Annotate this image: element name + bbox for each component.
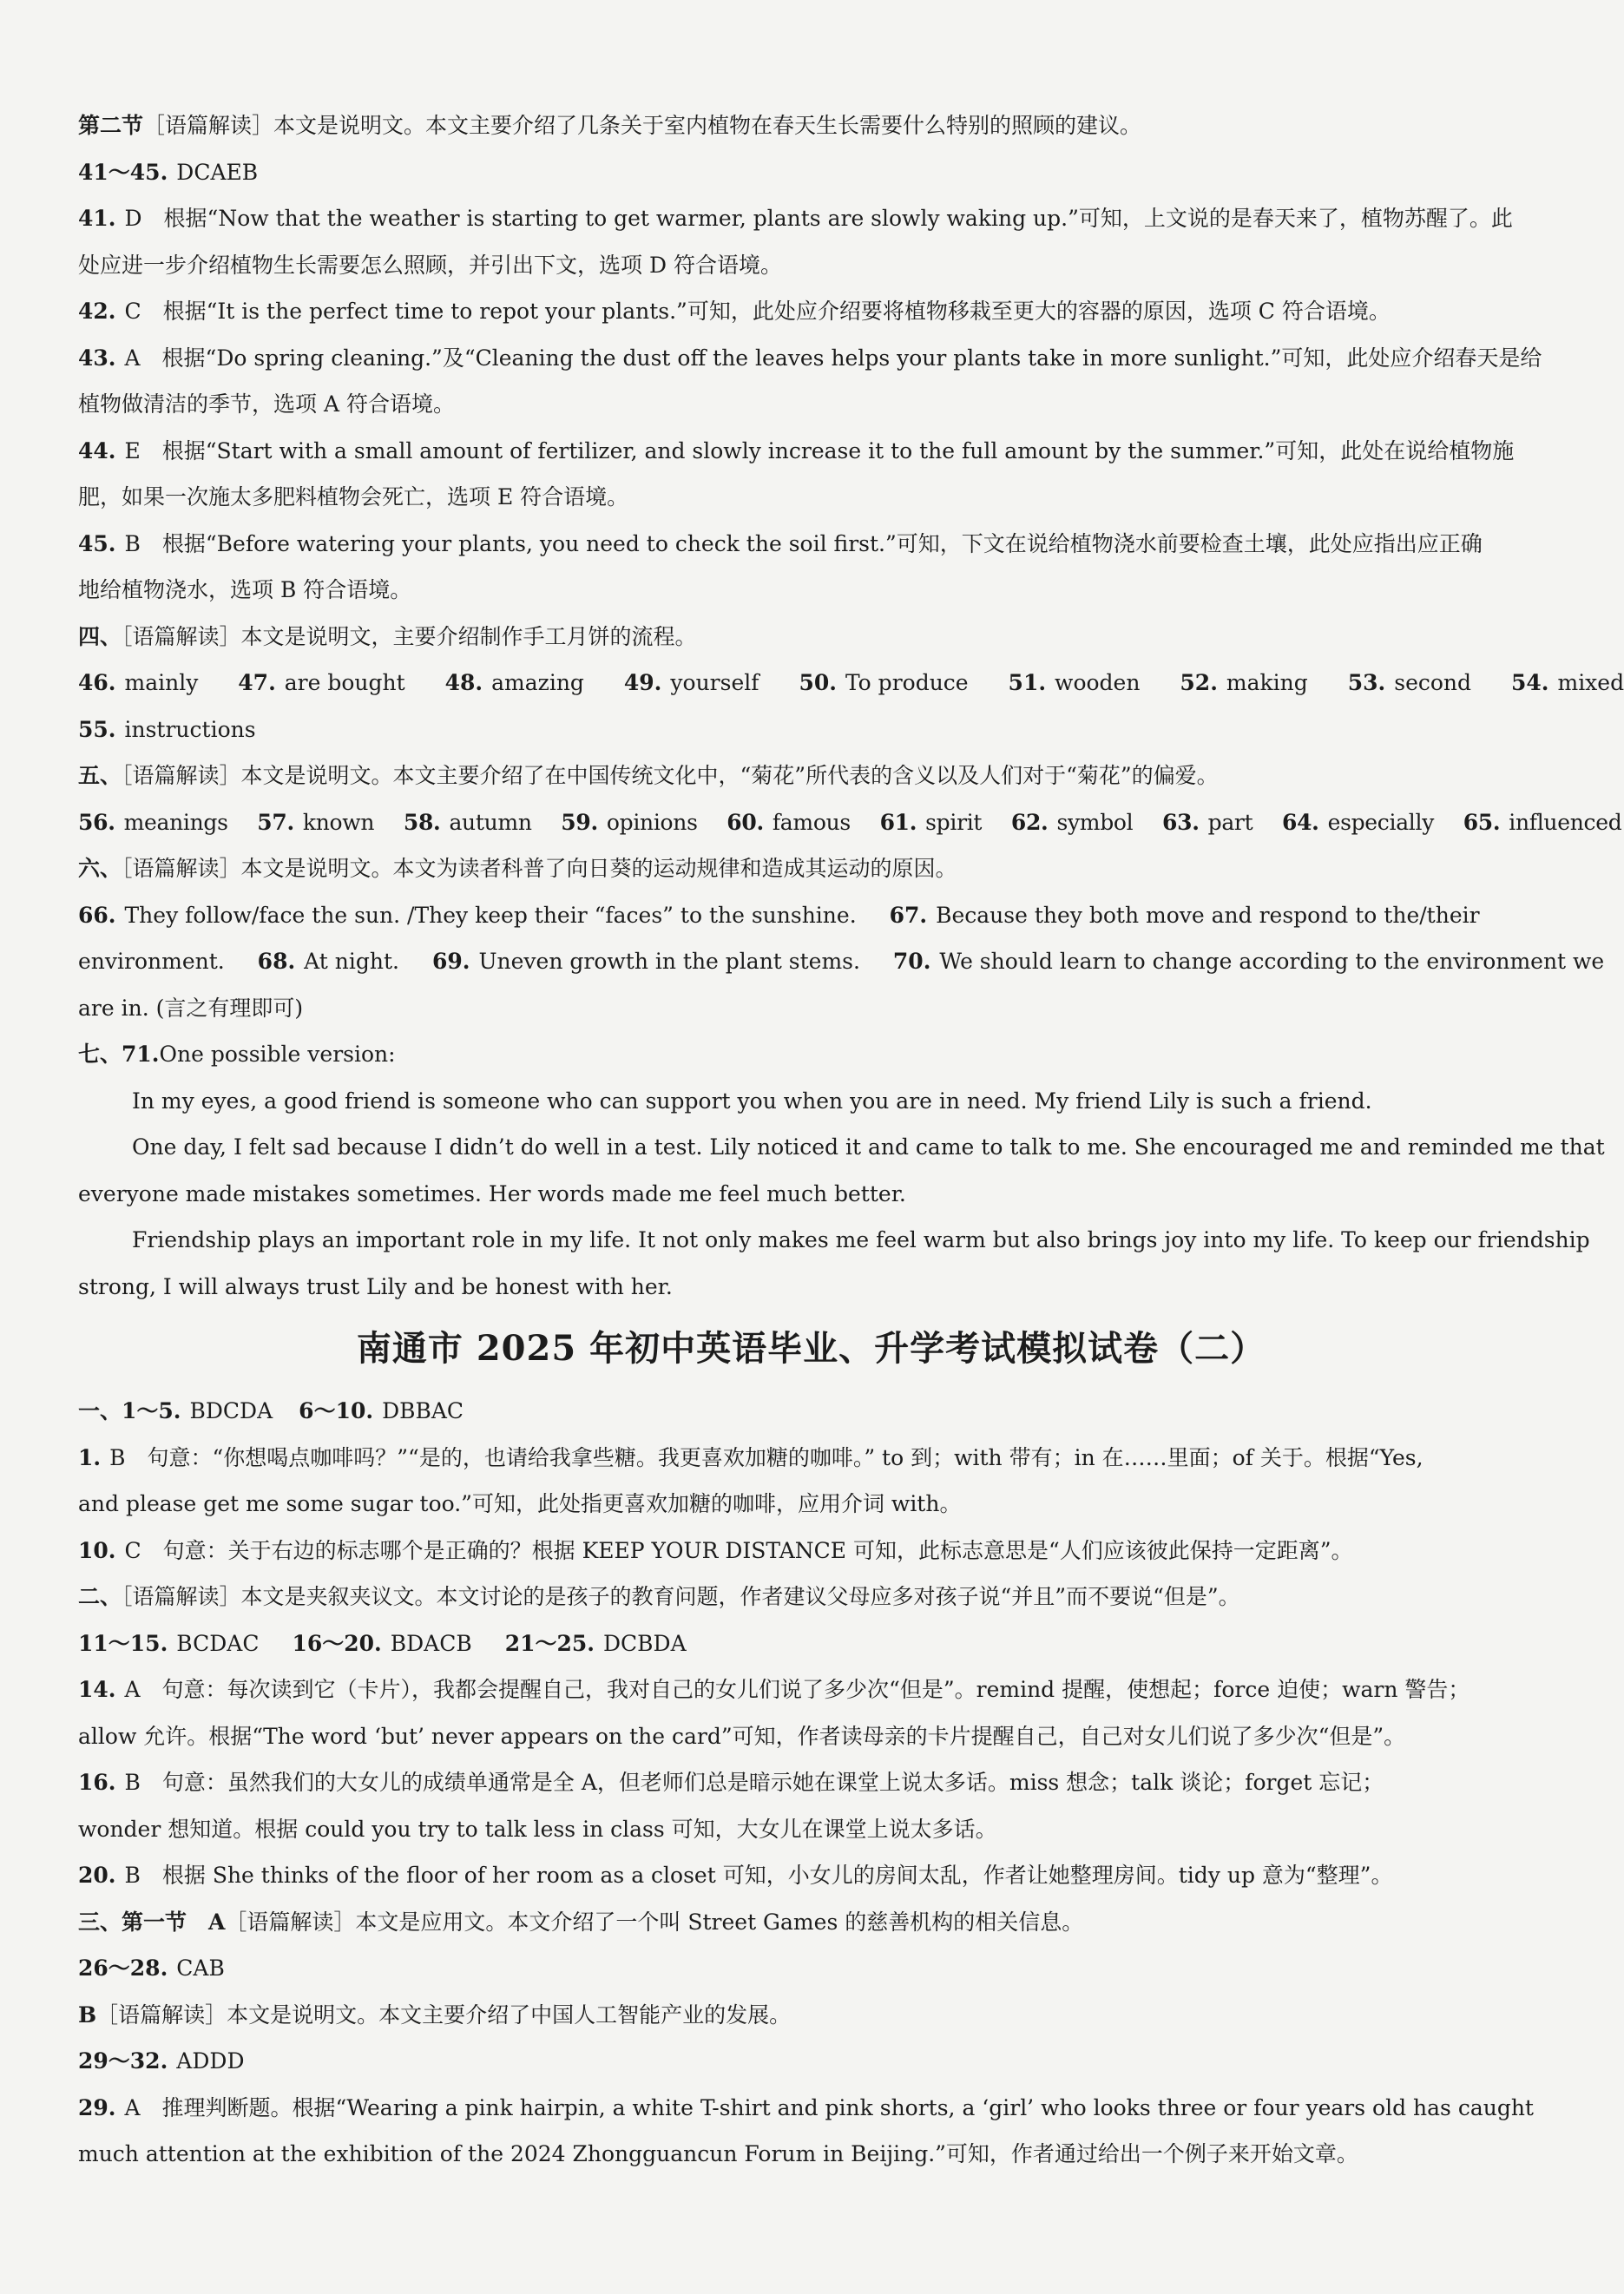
explanation-44: 44. E 根据“Start with a small amount of fertilizer, and slowly increase it to the full amount by the summer.”可知，此处在说给植物施	[78, 437, 1515, 463]
section-header: 四、［语篇解读］本文是说明文，主要介绍制作手工月饼的流程。	[78, 623, 697, 649]
answer-56: 56. meanings	[78, 809, 228, 835]
answers-26-28: 26～28. CAB	[78, 1955, 225, 1981]
answer-46: 46. mainly	[78, 670, 199, 695]
answer-row-46-54	[78, 660, 1624, 707]
answer-53: 53. second	[1347, 670, 1472, 695]
section-header: 第二节［语篇解读］本文是说明文。本文主要介绍了几条关于室内植物在春天生长需要什么特别的照顾的建议。	[78, 113, 1142, 138]
explanation-29: 29. A 推理判断题。根据“Wearing a pink hairpin, a white T-shirt and pink shorts, a ‘girl’ who looks three or four years old has caught	[78, 2094, 1534, 2120]
essay-paragraph-2: One day, I felt sad because I didn’t do well in a test. Lily noticed it and came to talk to me. She encouraged me and reminded me that	[132, 1134, 1605, 1160]
explanation-42: 42. C 根据“It is the perfect time to repot your plants.”可知，此处应介绍要将植物移栽至更大的容器的原因，选项 C 符合语境。	[78, 299, 1391, 324]
section-header: 六、［语篇解读］本文是说明文。本文为读者科普了向日葵的运动规律和造成其运动的原因。	[78, 856, 957, 881]
essay-paragraph-3: Friendship plays an important role in my life. It not only makes me feel warm but also brings joy into my life. To keep our friendship	[132, 1227, 1590, 1252]
explanation-43-cont: 植物做清洁的季节，选项 A 符合语境。	[78, 391, 455, 417]
explanation-14: 14. A 句意：每次读到它（卡片），我都会提醒自己，我对自己的女儿们说了多少次“但是”。remind 提醒，使想起；force 迫使；warn 警告；	[78, 1677, 1470, 1702]
explanation-1-cont: and please get me some sugar too.”可知，此处指更喜欢加糖的咖啡，应用介词 with。	[78, 1491, 962, 1516]
answers-67-70: environment. 68. At night. 69. Uneven growth in the plant stems. 70. We should learn to change according to the environment we	[78, 949, 1605, 974]
section-header: 二、［语篇解读］本文是夹叙夹议文。本文讨论的是孩子的教育问题，作者建议父母应多对孩子说“并且”而不要说“但是”。	[78, 1584, 1240, 1609]
section-header: B［语篇解读］本文是说明文。本文主要介绍了中国人工智能产业的发展。	[78, 2001, 792, 2028]
answer-54: 54. mixed	[1510, 670, 1624, 695]
answer-51: 51. wooden	[1008, 670, 1141, 695]
answers-66-67: 66. They follow/face the sun. /They keep their “faces” to the sunshine. 67. Because they both move and respond to the/their	[78, 902, 1480, 928]
explanation-41-cont: 处应进一步介绍植物生长需要怎么照顾，并引出下文，选项 D 符合语境。	[78, 252, 782, 278]
answer-70-cont: are in. (言之有理即可)	[78, 995, 304, 1021]
explanation-45: 45. B 根据“Before watering your plants, you need to check the soil first.”可知，下文在说给植物浇水前要检查土壤，此处应指出应正确	[78, 530, 1483, 556]
explanation-41: 41. D 根据“Now that the weather is starting to get warmer, plants are slowly waking up.”可知，上文说的是春天来了，植物苏醒了。此	[78, 206, 1513, 231]
answer-58: 58. autumn	[403, 809, 532, 835]
answer-62: 62. symbol	[1010, 809, 1134, 835]
exam-title: 南通市 2025 年初中英语毕业、升学考试模拟试卷（二）	[356, 1328, 1266, 1369]
answer-47: 47. are bought	[238, 670, 405, 695]
answer-48: 48. amazing	[444, 670, 584, 695]
explanation-44-cont: 肥，如果一次施太多肥料植物会死亡，选项 E 符合语境。	[78, 484, 629, 509]
answers-11-25: 11～15. BCDAC 16～20. BDACB 21～25. DCBDA	[78, 1630, 687, 1656]
answer-group: 41～45. DCAEB	[78, 159, 259, 185]
answers-1-10: 一、1～5. BDCDA 6～10. DBBAC	[78, 1398, 464, 1423]
essay-paragraph-2-cont: everyone made mistakes sometimes. Her words made me feel much better.	[78, 1180, 906, 1206]
explanation-20: 20. B 根据 She thinks of the floor of her room as a closet 可知，小女儿的房间太乱，作者让她整理房间。tidy up 意为“整理”。	[78, 1863, 1393, 1888]
section-header: 五、［语篇解读］本文是说明文。本文主要介绍了在中国传统文化中，“菊花”所代表的含义以及人们对于“菊花”的偏爱。	[78, 763, 1219, 788]
answer-64: 64. especially	[1281, 809, 1435, 835]
explanation-14-cont: allow 允许。根据“The word ‘but’ never appears on the card”可知，作者读母亲的卡片提醒自己，自己对女儿们说了多少次“但是”。	[78, 1723, 1406, 1749]
explanation-16: 16. B 句意：虽然我们的大女儿的成绩单通常是全 A，但老师们总是暗示她在课堂上说太多话。miss 想念；talk 谈论；forget 忘记；	[78, 1770, 1384, 1795]
section-header: 七、71.One possible version:	[78, 1042, 396, 1067]
answer-59: 59. opinions	[561, 809, 698, 835]
answer-49: 49. yourself	[623, 670, 759, 695]
answer-61: 61. spirit	[879, 809, 983, 835]
answer-57: 57. known	[257, 809, 375, 835]
answers-29-32: 29～32. ADDD	[78, 2048, 245, 2074]
explanation-16-cont: wonder 想知道。根据 could you try to talk less in class 可知，大女儿在课堂上说太多话。	[78, 1816, 997, 1842]
explanation-43: 43. A 根据“Do spring cleaning.”及“Cleaning the dust off the leaves helps your plants take in more sunlight.”可知，此处应介绍春天是给	[78, 345, 1542, 371]
explanation-10: 10. C 句意：关于右边的标志哪个是正确的？根据 KEEP YOUR DISTANCE 可知，此标志意思是“人们应该彼此保持一定距离”。	[78, 1537, 1353, 1563]
answer-60: 60. famous	[727, 809, 851, 835]
essay-paragraph-3-cont: strong, I will always trust Lily and be honest with her.	[78, 1273, 673, 1299]
answer-63: 63. part	[1162, 809, 1253, 835]
explanation-29-cont: much attention at the exhibition of the 2024 Zhongguancun Forum in Beijing.”可知，作者通过给出一个例子来开始文章。	[78, 2141, 1358, 2166]
answer-50: 50. To produce	[799, 670, 969, 695]
essay-paragraph-1: In my eyes, a good friend is someone who can support you when you are in need. My friend Lily is such a friend.	[132, 1088, 1372, 1114]
answer-52: 52. making	[1180, 670, 1308, 695]
explanation-45-cont: 地给植物浇水，选项 B 符合语境。	[78, 577, 412, 602]
answer-55: 55. instructions	[78, 716, 256, 742]
explanation-1: 1. B 句意：“你想喝点咖啡吗？”“是的，也请给我拿些糖。我更喜欢加糖的咖啡。” to 到；with 带有；in 在……里面；of 关于。根据“Yes,	[78, 1444, 1423, 1470]
section-header: 三、第一节 A［语篇解读］本文是应用文。本文介绍了一个叫 Street Games 的慈善机构的相关信息。	[78, 1909, 1084, 1935]
answer-row-56-65	[78, 799, 1622, 846]
answer-65: 65. influenced	[1463, 809, 1622, 835]
